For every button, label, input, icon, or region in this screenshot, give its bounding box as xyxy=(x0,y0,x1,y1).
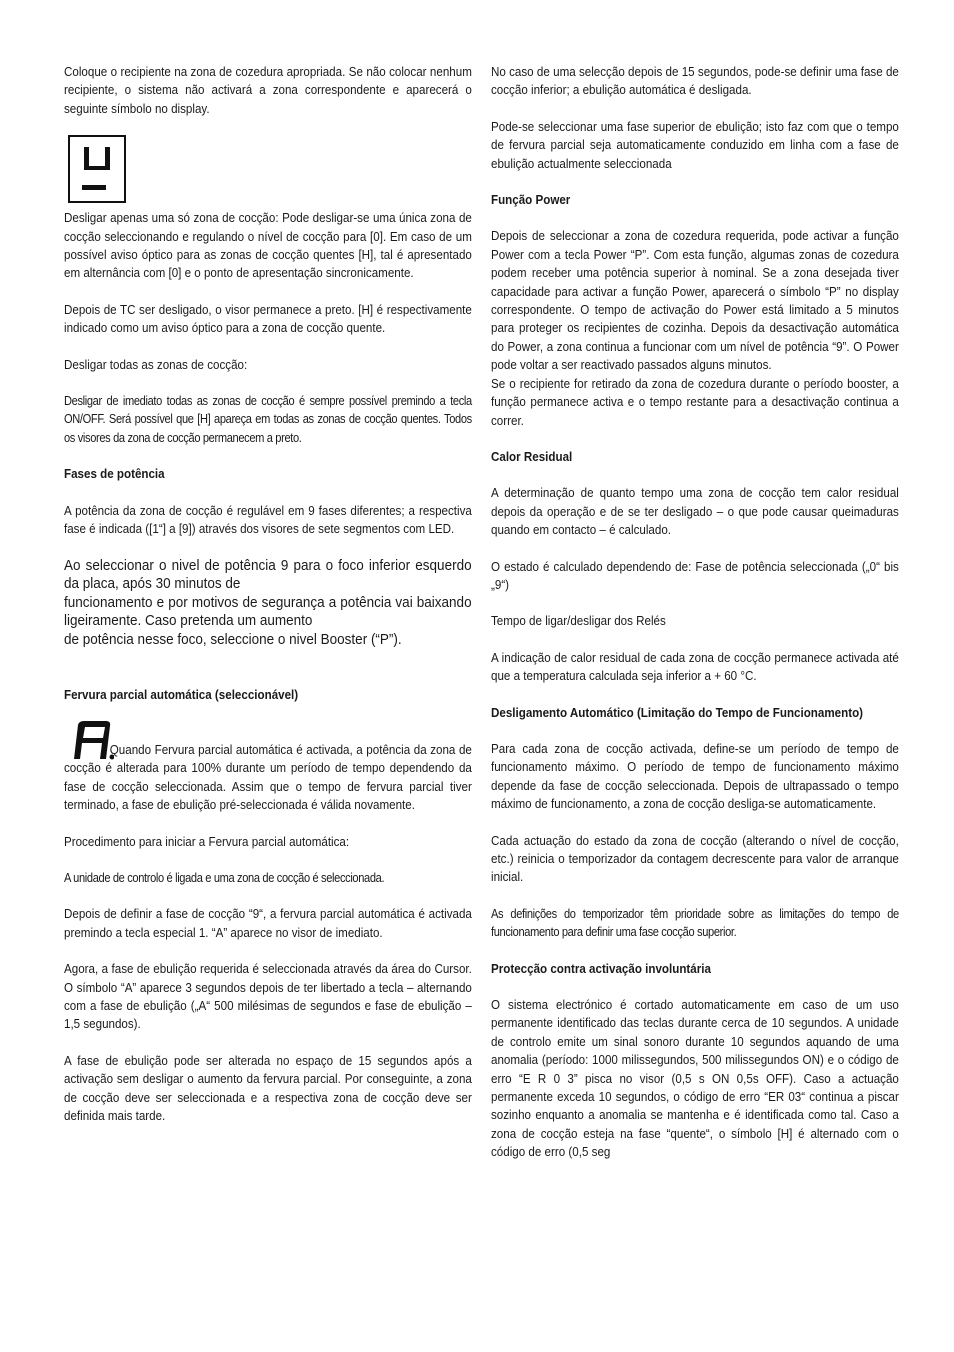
auto-boil-step-1: A unidade de controlo é ligada e uma zona de cocção é seleccionada. xyxy=(64,870,385,885)
auto-boil-step-2: Depois de definir a fase de cocção “9“, a fervura parcial automática é activada premindo a tecla especial 1. “A” aparece no visor de imediato. xyxy=(64,906,472,940)
residual-heat-heading: Calor Residual xyxy=(491,448,573,464)
auto-boil-step-3: Agora, a fase de ebulição requerida é seleccionada através da área do Cursor. O símbolo “A” aparece 3 segundos depois de ter libertado a tecla – alternando com a fase de ebulição („A“ 500 milésimas de segundos e fase de ebulição – 1,5 segundos). xyxy=(64,961,472,1032)
auto-shutoff-heading: Desligamento Automático (Limitação do Tempo de Funcionamento) xyxy=(491,704,864,720)
auto-boil-step-4: A fase de ebulição pode ser alterada no espaço de 15 segundos após a activação sem desligar o aumento da fervura parcial. Por conseguinte, a zona de cocção deve ser seleccionada e a respectiva zona de cocção deve ser definida mais tarde. xyxy=(64,1052,472,1123)
booster-note-line-3: de potência nesse foco, seleccione o nivel Booster (“P”). xyxy=(64,630,402,648)
higher-boil-paragraph: Pode-se seleccionar uma fase superior de ebulição; isto faz com que o tempo de fervura parcial seja automaticamente conduzido em linha com a fase de ebulição actualmente seleccionada xyxy=(491,118,899,171)
power-levels-heading: Fases de potência xyxy=(64,466,165,482)
right-column xyxy=(491,63,899,1162)
switch-off-one-zone-paragraph: Desligar apenas uma só zona de cocção: Pode desligar-se uma única zona de cocção seleccionando e regulando o nível de cocção para [0]. Em caso de um possível aviso óptico para as zonas de cocção quentes [H], tal é apresentado em alternância com [0] e o ponto de apresentação sincronicamente. xyxy=(64,210,472,281)
auto-boil-paragraph: Quando Fervura parcial automática é activada, a potência da zona de cocção é alterada para 100% durante um período de tempo dependendo da fase de cocção seleccionada. Assim que o tempo de fervura parcial tiver terminado, a fase de ebulição pré-seleccionada é válida novamente. xyxy=(64,741,472,813)
power-function-booster-paragraph: Se o recipiente for retirado da zona de cozedura durante o período booster, a função permanece activa e o tempo restante para a desactivação continua a correr. xyxy=(491,375,899,428)
timer-priority-paragraph: As definições do temporizador têm prioridade sobre as limitações do tempo de funcionamento para definir uma fase cocção superior. xyxy=(491,906,899,940)
auto-shutoff-paragraph: Para cada zona de cocção activada, define-se um período de tempo de funcionamento máximo. O período de tempo de funcionamento máximo depende da fase de cocção seleccionada. Depois de ultrapassado o tempo máximo de funcionamento, a zona de cocção desliga-se automaticamente. xyxy=(491,740,899,812)
auto-boil-procedure-label: Procedimento para iniciar a Fervura parcial automática: xyxy=(64,833,350,849)
left-column xyxy=(64,63,472,1125)
switch-off-all-paragraph: Desligar de imediato todas as zonas de cocção é sempre possível premindo a tecla ON/OFF. Será possível que [H] apareça em todas as zonas de cocção quentes. Todos os visores da zona de cocção permanecem a preto. xyxy=(64,394,472,445)
booster-note-line-2: funcionamento e por motivos de segurança a potência vai baixando ligeiramente. Caso pretenda um aumento xyxy=(64,593,472,630)
booster-note-line-1: Ao seleccionar o nivel de potência 9 para o foco inferior esquerdo da placa, após 30 minutos de xyxy=(64,556,472,593)
power-function-paragraph: Depois de seleccionar a zona de cozedura requerida, pode activar a função Power com a tecla Power “P”. Com esta função, algumas zonas de cozedura podem receber uma potência superior à nominal. Se a zona desejada tiver capacidade para activar a função Power, aparecerá o símbolo “P” no display correspondente. O tempo de activação do Power está limitado a 5 minutos para proteger os recipientes de cozinha. Depois da desactivação automática do Power, a zona continua a funcionar com um nível de potência “9”. O Power pode voltar a ser reactivado passados alguns minutos. xyxy=(491,228,899,373)
power-levels-paragraph: A potência da zona de cocção é regulável em 9 fases diferentes; a respectiva fase é indicada ([1“] a [9]) através dos visores de sete segmentos com LED. xyxy=(64,502,472,537)
residual-heat-paragraph: A determinação de quanto tempo uma zona de cocção tem calor residual depois da operação e de se ter desligado – o que pode causar queimaduras quando em contacto – é calculado. xyxy=(491,485,899,538)
late-selection-paragraph: No caso de uma selecção depois de 15 segundos, pode-se definir uma fase de cocção inferior; a ebulição automática é desligada. xyxy=(491,64,899,98)
switch-off-all-label: Desligar todas as zonas de cocção: xyxy=(64,356,248,372)
pan-not-detected-u-symbol-icon xyxy=(68,135,126,203)
accidental-activation-heading: Protecção contra activação involuntária xyxy=(491,960,711,976)
auto-boil-heading: Fervura parcial automática (seleccionável) xyxy=(64,687,299,703)
residual-heat-indication-paragraph: A indicação de calor residual de cada zona de cocção permanece activada até que a temperatura calculada seja inferior a + 60 °C. xyxy=(491,649,899,684)
tc-off-paragraph: Depois de TC ser desligado, o visor permanece a preto. [H] é respectivamente indicado como um aviso óptico para a zona de cocção quente. xyxy=(64,301,472,336)
accidental-activation-paragraph: O sistema electrónico é cortado automaticamente em caso de um uso permanente identificado das teclas durante cerca de 10 segundos. A unidade de controlo emite um sinal sonoro durante 10 segundos aquando de uma anomalia (período: 1000 milissegundos, 500 milissegundos ON) e o código de erro “E R 0 3” pisca no visor (0,5 s ON 0,5s OFF). Caso a actuação permanente exceda 10 segundos, o código de erro “ER 03“ continua a piscar sozinho enquanto a anomalia se mantenha e é identificada como tal. Caso a zona de cocção esteja na fase “quente“, o símbolo [H] é alternado com o código de erro (0,5 seg xyxy=(491,997,899,1160)
timer-reset-paragraph: Cada actuação do estado da zona de cocção (alterando o nível de cocção, etc.) reinicia o temporizador da contagem decrescente para valor de arranque inicial. xyxy=(491,832,899,885)
residual-heat-state-paragraph: O estado é calculado dependendo de: Fase de potência seleccionada („0“ bis „9“) xyxy=(491,558,899,592)
relay-time-label: Tempo de ligar/desligar dos Relés xyxy=(491,613,666,629)
power-function-heading: Função Power xyxy=(491,192,571,208)
intro-paragraph: Coloque o recipiente na zona de cozedura apropriada. Se não colocar nenhum recipiente, o sistema não activará a zona correspondente e aparecerá o seguinte símbolo no display. xyxy=(64,64,472,116)
